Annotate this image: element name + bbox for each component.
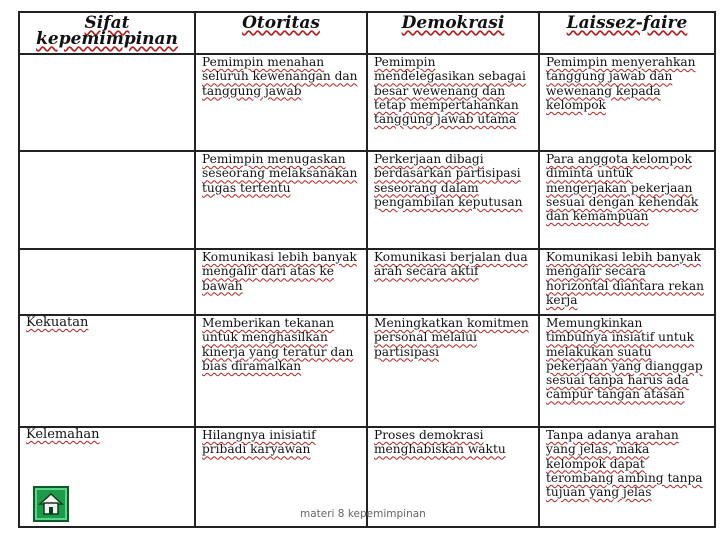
header-sifat: Sifat kepemimpinan bbox=[19, 12, 195, 54]
table-row bbox=[19, 54, 715, 151]
table-cell: Perkerjaan dibagi berdasarkan partisipasi seseorang dalam pengambilan keputusan bbox=[367, 151, 539, 249]
table-cell: Meningkatkan komitmen personal melalui partisipasi bbox=[367, 315, 539, 427]
table-cell: Pemimpin menahan seluruh kewenangan dan tanggung jawab bbox=[195, 54, 367, 151]
table-cell: Hilangnya inisiatif pribadi karyawan bbox=[195, 427, 367, 527]
header-row bbox=[19, 12, 715, 54]
table-cell: Memungkinkan timbulnya insiatif untuk melakukan suatu pekerjaan yang dianggap sesuai tanpa harus ada campur tangan atasan bbox=[539, 315, 715, 427]
table-cell: Komunikasi berjalan dua arah secara aktif bbox=[367, 249, 539, 315]
table-cell: Proses demokrasi menghabiskan waktu bbox=[367, 427, 539, 527]
leadership-table bbox=[18, 11, 716, 528]
header-demokrasi: Demokrasi bbox=[367, 12, 539, 54]
footer-text: materi 8 kepemimpinan bbox=[300, 508, 426, 520]
row-label bbox=[19, 249, 195, 315]
table-cell: Komunikasi lebih banyak mengalir dari atas ke bawah bbox=[195, 249, 367, 315]
header-otoritas: Otoritas bbox=[195, 12, 367, 54]
row-label-kekuatan: Kekuatan bbox=[19, 315, 195, 427]
header-laissez-faire: Laissez-faire bbox=[539, 12, 715, 54]
table-cell: Pemimpin menugaskan seseorang melaksanakan tugas tertentu bbox=[195, 151, 367, 249]
row-label bbox=[19, 54, 195, 151]
table-row bbox=[19, 315, 715, 427]
table-cell: Tanpa adanya arahan yang jelas, maka kelompok dapat terombang ambing tanpa tujuan yang jelas bbox=[539, 427, 715, 527]
row-label-kelemahan: Kelemahan bbox=[19, 427, 195, 527]
table-cell: Memberikan tekanan untuk menghasilkan kinerja yang teratur dan bias diramalkan bbox=[195, 315, 367, 427]
home-button[interactable] bbox=[33, 486, 69, 522]
table-cell: Pemimpin menyerahkan tanggung jawab dan wewenang kepada kelompok bbox=[539, 54, 715, 151]
row-label bbox=[19, 151, 195, 249]
table-row bbox=[19, 151, 715, 249]
table-cell: Para anggota kelompok diminta untuk mengerjakan pekerjaan sesuai dengan kehendak dan kemampuan bbox=[539, 151, 715, 249]
table-cell: Pemimpin mendelegasikan sebagai besar wewenang dan tetap mempertahankan tanggung jawab utama bbox=[367, 54, 539, 151]
table-cell: Komunikasi lebih banyak mengalir secara horizontal diantara rekan kerja bbox=[539, 249, 715, 315]
home-icon bbox=[35, 488, 67, 520]
table-row bbox=[19, 249, 715, 315]
